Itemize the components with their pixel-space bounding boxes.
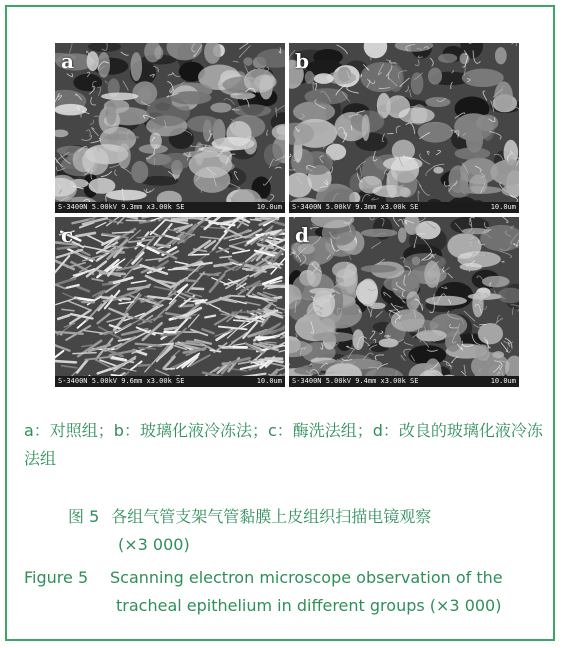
sem-info-text-a: S-3400N 5.00kV 9.3mm x3.00k SE: [58, 203, 185, 211]
sem-panel-c: [55, 217, 285, 387]
sem-info-bar-a: [55, 202, 285, 213]
sem-scale-text-d: 10.0um: [490, 377, 516, 385]
sem-panel-a: [55, 43, 285, 213]
sem-info-bar-c: [55, 376, 285, 387]
sem-info-bar-b: [289, 202, 519, 213]
sem-info-text-d: S-3400N 5.00kV 9.4mm x3.00k SE: [292, 377, 419, 385]
sem-image-b: [289, 43, 519, 213]
sem-info-bar-d: [289, 376, 519, 387]
sem-panel-b: [289, 43, 519, 213]
sem-image-c: [55, 217, 285, 387]
sem-panel-d: [289, 217, 519, 387]
sem-image-a: [55, 43, 285, 213]
caption-cn-figure-number: 图 5: [68, 507, 100, 526]
panel-label-b: b: [295, 49, 309, 73]
panel-label-a: a: [61, 49, 74, 73]
sem-scale-text-a: 10.0um: [256, 203, 282, 211]
caption-chinese: [68, 503, 538, 559]
panel-label-c: c: [61, 223, 74, 247]
sem-image-grid: [55, 43, 519, 387]
sem-info-text-c: S-3400N 5.00kV 9.6mm x3.00k SE: [58, 377, 185, 385]
group-legend-note: a：对照组；b：玻璃化液冷冻法；c：酶洗法组；d：改良的玻璃化液冷冻法组: [24, 421, 543, 468]
panel-label-d: d: [295, 223, 309, 247]
caption-en-line1: Scanning electron microscope observation of the: [110, 568, 503, 587]
caption-en-figure-number: Figure 5: [24, 568, 89, 587]
caption-cn-magnification: (×3 000): [118, 535, 190, 554]
sem-scale-text-b: 10.0um: [490, 203, 516, 211]
sem-info-text-b: S-3400N 5.00kV 9.3mm x3.00k SE: [292, 203, 419, 211]
caption-en-line2: tracheal epithelium in different groups (×3 000): [116, 596, 502, 615]
sem-scale-text-c: 10.0um: [256, 377, 282, 385]
sem-image-d: [289, 217, 519, 387]
caption-english: [24, 564, 544, 620]
caption-cn-text: 各组气管支架气管黏膜上皮组织扫描电镜观察: [111, 507, 432, 526]
